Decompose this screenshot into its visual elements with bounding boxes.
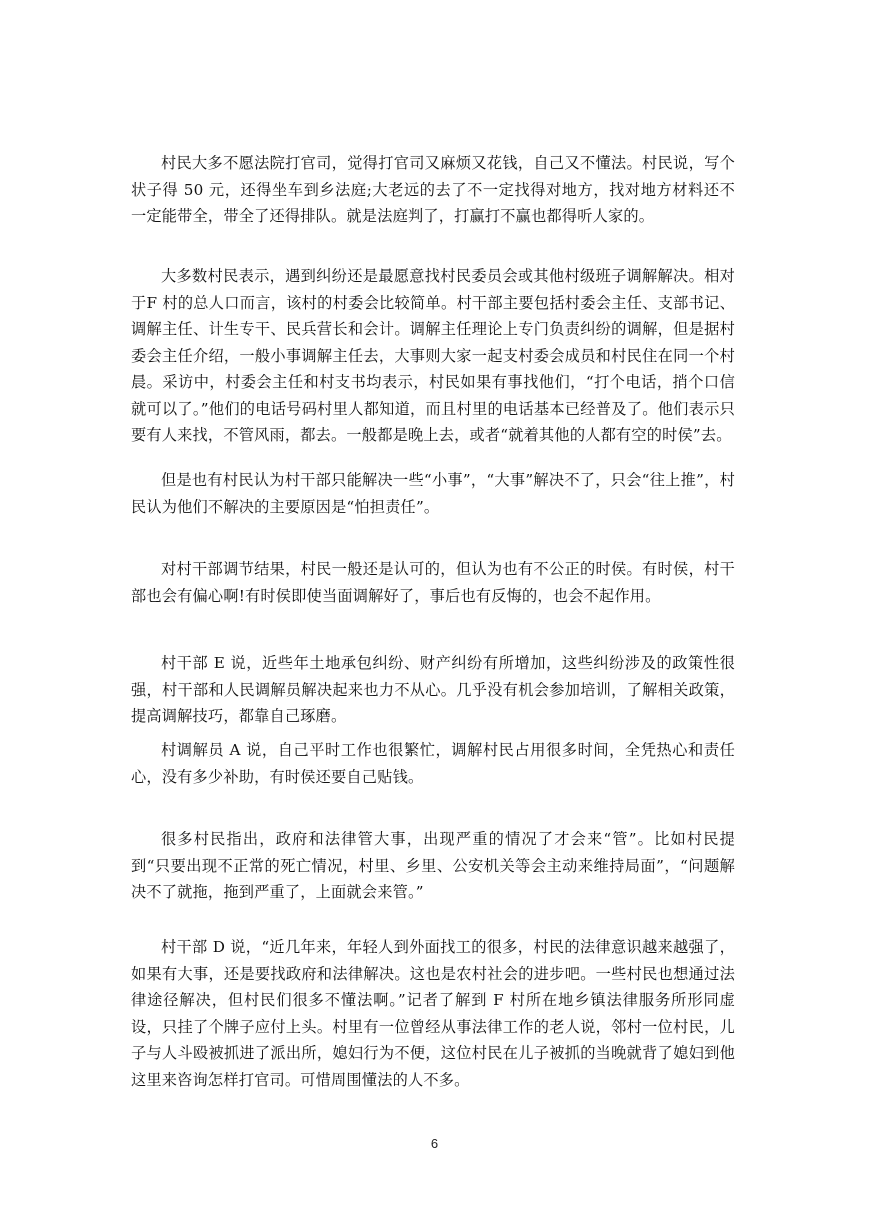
paragraph: 村调解员 A 说，自己平时工作也很繁忙，调解村民占用很多时间，全凭热心和责任心，没有多少补助，有时侯还要自己贴钱。 [131, 741, 735, 786]
paragraph: 但是也有村民认为村干部只能解决一些“小事”，“大事”解决不了，只会“往上推”，村民认为他们不解决的主要原因是“怕担责任”。 [131, 471, 735, 516]
paragraph: 村干部 E 说，近些年土地承包纠纷、财产纠纷有所增加，这些纠纷涉及的政策性很强，村干部和人民调解员解决起来也力不从心。几乎没有机会参加培训，了解相关政策，提高调解技巧，都靠自己琢磨。 [131, 654, 735, 725]
paragraph: 对村干部调节结果，村民一般还是认可的，但认为也有不公正的时侯。有时侯，村干部也会有偏心啊!有时侯即使当面调解好了，事后也有反悔的，也会不起作用。 [131, 560, 735, 605]
paragraph: 大多数村民表示，遇到纠纷还是最愿意找村民委员会或其他村级班子调解解决。相对于F 村的总人口而言，该村的村委会比较简单。村干部主要包括村委会主任、支部书记、调解主任、计生专干、民兵营长和会计。调解主任理论上专门负责纠纷的调解，但是据村委会主任介绍，一般小事调解主任去，大事则大家一起支村委会成员和村民住在同一个村晨。采访中，村委会主任和村支书均表示，村民如果有事找他们，“打个电话，捎个口信就可以了。”他们的电话号码村里人都知道，而且村里的电话基本已经普及了。他们表示只要有人来找，不管风雨，都去。一般都是晚上去，或者“就着其他的人都有空的时侯”去。 [131, 267, 735, 444]
paragraph: 村干部 D 说，“近几年来，年轻人到外面找工的很多，村民的法律意识越来越强了，如果有大事，还是要找政府和法律解决。这也是农村社会的进步吧。一些村民也想通过法律途径解决，但村民们很多不懂法啊。”记者了解到 F 村所在地乡镇法律服务所形同虚设，只挂了个牌子应付上头。村里有一位曾经从事法律工作的老人说，邻村一位村民，儿子与人斗殴被抓进了派出所，媳妇行为不便，这位村民在儿子被抓的当晚就背了媳妇到他这里来咨询怎样打官司。可惜周围懂法的人不多。 [131, 938, 735, 1089]
paragraph: 很多村民指出，政府和法律管大事，出现严重的情况了才会来“管”。比如村民提到“只要出现不正常的死亡情况，村里、乡里、公安机关等会主动来维持局面”，“问题解决不了就拖，拖到严重了，上面就会来管。” [131, 830, 735, 901]
page-number: 6 [430, 1136, 439, 1151]
paragraph: 村民大多不愿法院打官司，觉得打官司又麻烦又花钱，自己又不懂法。村民说，写个状子得 50 元，还得坐车到乡法庭;大老远的去了不一定找得对地方，找对地方材料还不一定能带全，带全了还得排队。就是法庭判了，打赢打不赢也都得听人家的。 [131, 154, 735, 225]
